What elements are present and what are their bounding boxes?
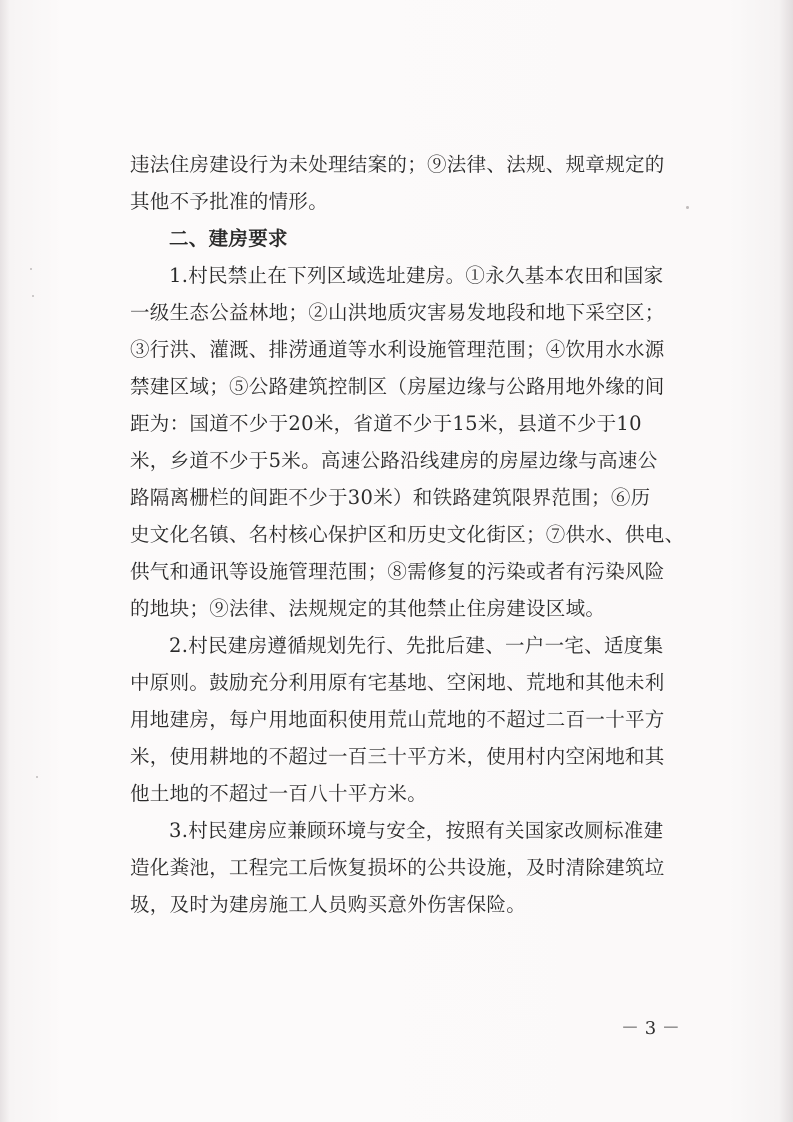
text-line: 禁建区域；⑤公路建筑控制区（房屋边缘与公路用地外缘的间 <box>130 375 665 398</box>
text-line: 史文化名镇、名村核心保护区和历史文化街区；⑦供水、供电、 <box>130 523 685 546</box>
text-line: 中原则。鼓励充分利用原有宅基地、空闲地、荒地和其他未利 <box>130 671 665 694</box>
text-line: ③行洪、灌溉、排涝通道等水利设施管理范围；④饮用水水源 <box>130 338 665 361</box>
text-line: 路隔离栅栏的间距不少于30米）和铁路建筑限界范围；⑥历 <box>130 486 651 509</box>
text-line: 造化粪池，工程完工后恢复损坏的公共设施，及时清除建筑垃 <box>130 856 665 879</box>
scan-edge-left <box>0 0 10 1122</box>
text-line: 1.村民禁止在下列区域选址建房。①永久基本农田和国家 <box>169 264 664 287</box>
text-line: 一级生态公益林地；②山洪地质灾害易发地段和地下采空区； <box>130 301 665 324</box>
text-line: 供气和通讯等设施管理范围；⑧需修复的污染或者有污染风险 <box>130 560 665 583</box>
section-heading: 二、建房要求 <box>169 227 288 250</box>
text-line: 2.村民建房遵循规划先行、先批后建、一户一宅、适度集 <box>169 634 664 657</box>
text-line: 圾，及时为建房施工人员购买意外伤害保险。 <box>130 893 527 916</box>
scan-speck <box>30 268 32 270</box>
text-line: 3.村民建房应兼顾环境与安全，按照有关国家改厕标准建 <box>169 819 664 842</box>
page-number: － 3 － <box>621 1018 680 1039</box>
text-line: 米，使用耕地的不超过一百三十平方米，使用村内空闲地和其 <box>130 745 665 768</box>
scan-speck <box>36 776 38 778</box>
text-line: 距为：国道不少于20米，省道不少于15米，县道不少于10 <box>130 412 642 435</box>
text-line: 用地建房，每户用地面积使用荒山荒地的不超过二百一十平方 <box>130 708 665 731</box>
text-line: 米，乡道不少于5米。高速公路沿线建房的房屋边缘与高速公 <box>130 449 658 472</box>
text-line: 违法住房建设行为未处理结案的；⑨法律、法规、规章规定的 <box>130 153 665 176</box>
scan-edge-right <box>779 0 793 1122</box>
scan-speck <box>686 206 689 209</box>
scan-speck <box>32 295 34 297</box>
text-line: 其他不予批准的情形。 <box>130 190 329 213</box>
text-line: 的地块；⑨法律、法规规定的其他禁止住房建设区域。 <box>130 597 606 620</box>
text-line: 他土地的不超过一百八十平方米。 <box>130 782 428 805</box>
document-body <box>130 146 685 923</box>
